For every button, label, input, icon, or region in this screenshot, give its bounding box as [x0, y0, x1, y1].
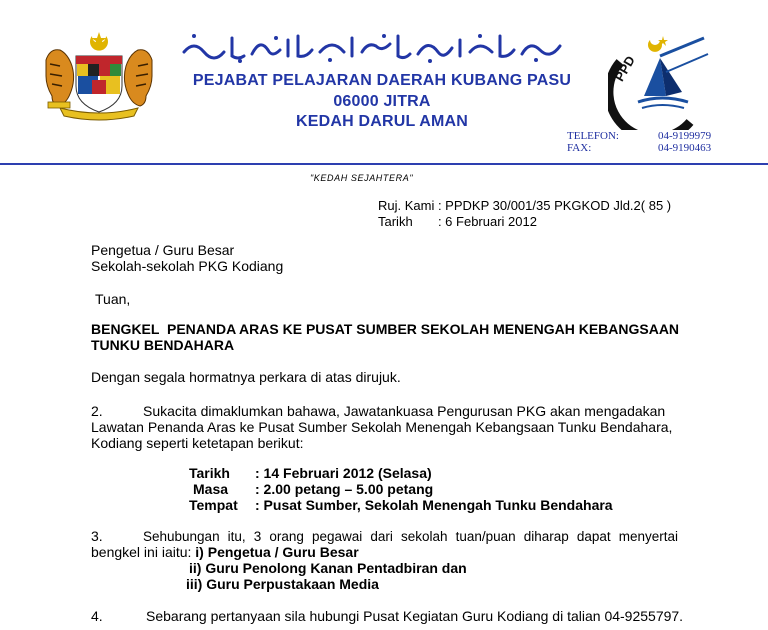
paragraph-4-text: Sebarang pertanyaan sila hubungi Pusat Kegiatan Guru Kodiang di talian 04-9255797. — [146, 608, 684, 624]
fax-label: FAX: — [567, 142, 592, 154]
detail-time-value: : 2.00 petang – 5.00 petang — [255, 481, 434, 497]
paragraph-3-line-2 — [91, 544, 359, 561]
subject-line-2: TUNKU BENDAHARA — [91, 337, 235, 353]
paragraph-2-line-3: Kodiang seperti ketetapan berikut: — [91, 435, 304, 451]
motto: "KEDAH SEJAHTERA" — [310, 173, 414, 183]
fax-value: 04-9190463 — [658, 142, 712, 154]
paragraph-3-number: 3. — [91, 528, 103, 544]
detail-place-label: Tempat — [189, 497, 238, 513]
paragraph-2-line-2: Lawatan Penanda Aras ke Pusat Sumber Sekolah Menengah Kebangsaan Tunku Bendahara, — [91, 419, 673, 435]
attendee-item-1: i) Pengetua / Guru Besar — [195, 544, 359, 560]
letter-date: Tarikh : 6 Februari 2012 — [378, 214, 537, 229]
addressee-line-2: Sekolah-sekolah PKG Kodiang — [91, 258, 284, 274]
paragraph-3-prefix: bengkel ini iaitu: — [91, 544, 196, 560]
detail-place-value: : Pusat Sumber, Sekolah Menengah Tunku Bendahara — [255, 497, 613, 513]
attendee-item-3: iii) Guru Perpustakaan Media — [186, 576, 379, 592]
detail-date-value: : 14 Februari 2012 (Selasa) — [255, 465, 432, 481]
coat-of-arms-icon — [40, 30, 158, 122]
reference-number: Ruj. Kami : PPDKP 30/001/35 PKGKOD Jld.2( 85 ) — [378, 198, 672, 213]
addressee-line-1: Pengetua / Guru Besar — [91, 242, 235, 258]
detail-date-label: Tarikh — [189, 465, 230, 481]
telefon-label: TELEFON: — [567, 130, 619, 142]
subject-line-1: BENGKEL PENANDA ARAS KE PUSAT SUMBER SEKOLAH MENENGAH KEBANGSAAN — [91, 321, 680, 337]
paragraph-2-number: 2. — [91, 403, 103, 419]
intro-paragraph: Dengan segala hormatnya perkara di atas dirujuk. — [91, 369, 401, 385]
attendee-item-2: ii) Guru Penolong Kanan Pentadbiran dan — [189, 560, 467, 576]
paragraph-4-number: 4. — [91, 608, 103, 624]
office-state: KEDAH DARUL AMAN — [295, 113, 469, 130]
salutation: Tuan, — [95, 291, 131, 307]
ppd-logo-icon — [608, 32, 718, 130]
office-postcode: 06000 JITRA — [333, 93, 431, 110]
paragraph-3-line-1: Sehubungan itu, 3 orang pegawai dari sekolah tuan/puan diharap dapat menyertai — [143, 529, 678, 544]
paragraph-2-line-1: Sukacita dimaklumkan bahawa, Jawatankuasa Pengurusan PKG akan mengadakan — [143, 403, 666, 419]
office-name: PEJABAT PELAJARAN DAERAH KUBANG PASU — [192, 72, 572, 89]
detail-time-label: Masa — [193, 481, 229, 497]
jawi-title — [180, 30, 570, 64]
telefon-value: 04-9199979 — [658, 130, 712, 142]
header-divider — [0, 163, 768, 165]
ppd-logo-text: PPD — [611, 53, 638, 84]
